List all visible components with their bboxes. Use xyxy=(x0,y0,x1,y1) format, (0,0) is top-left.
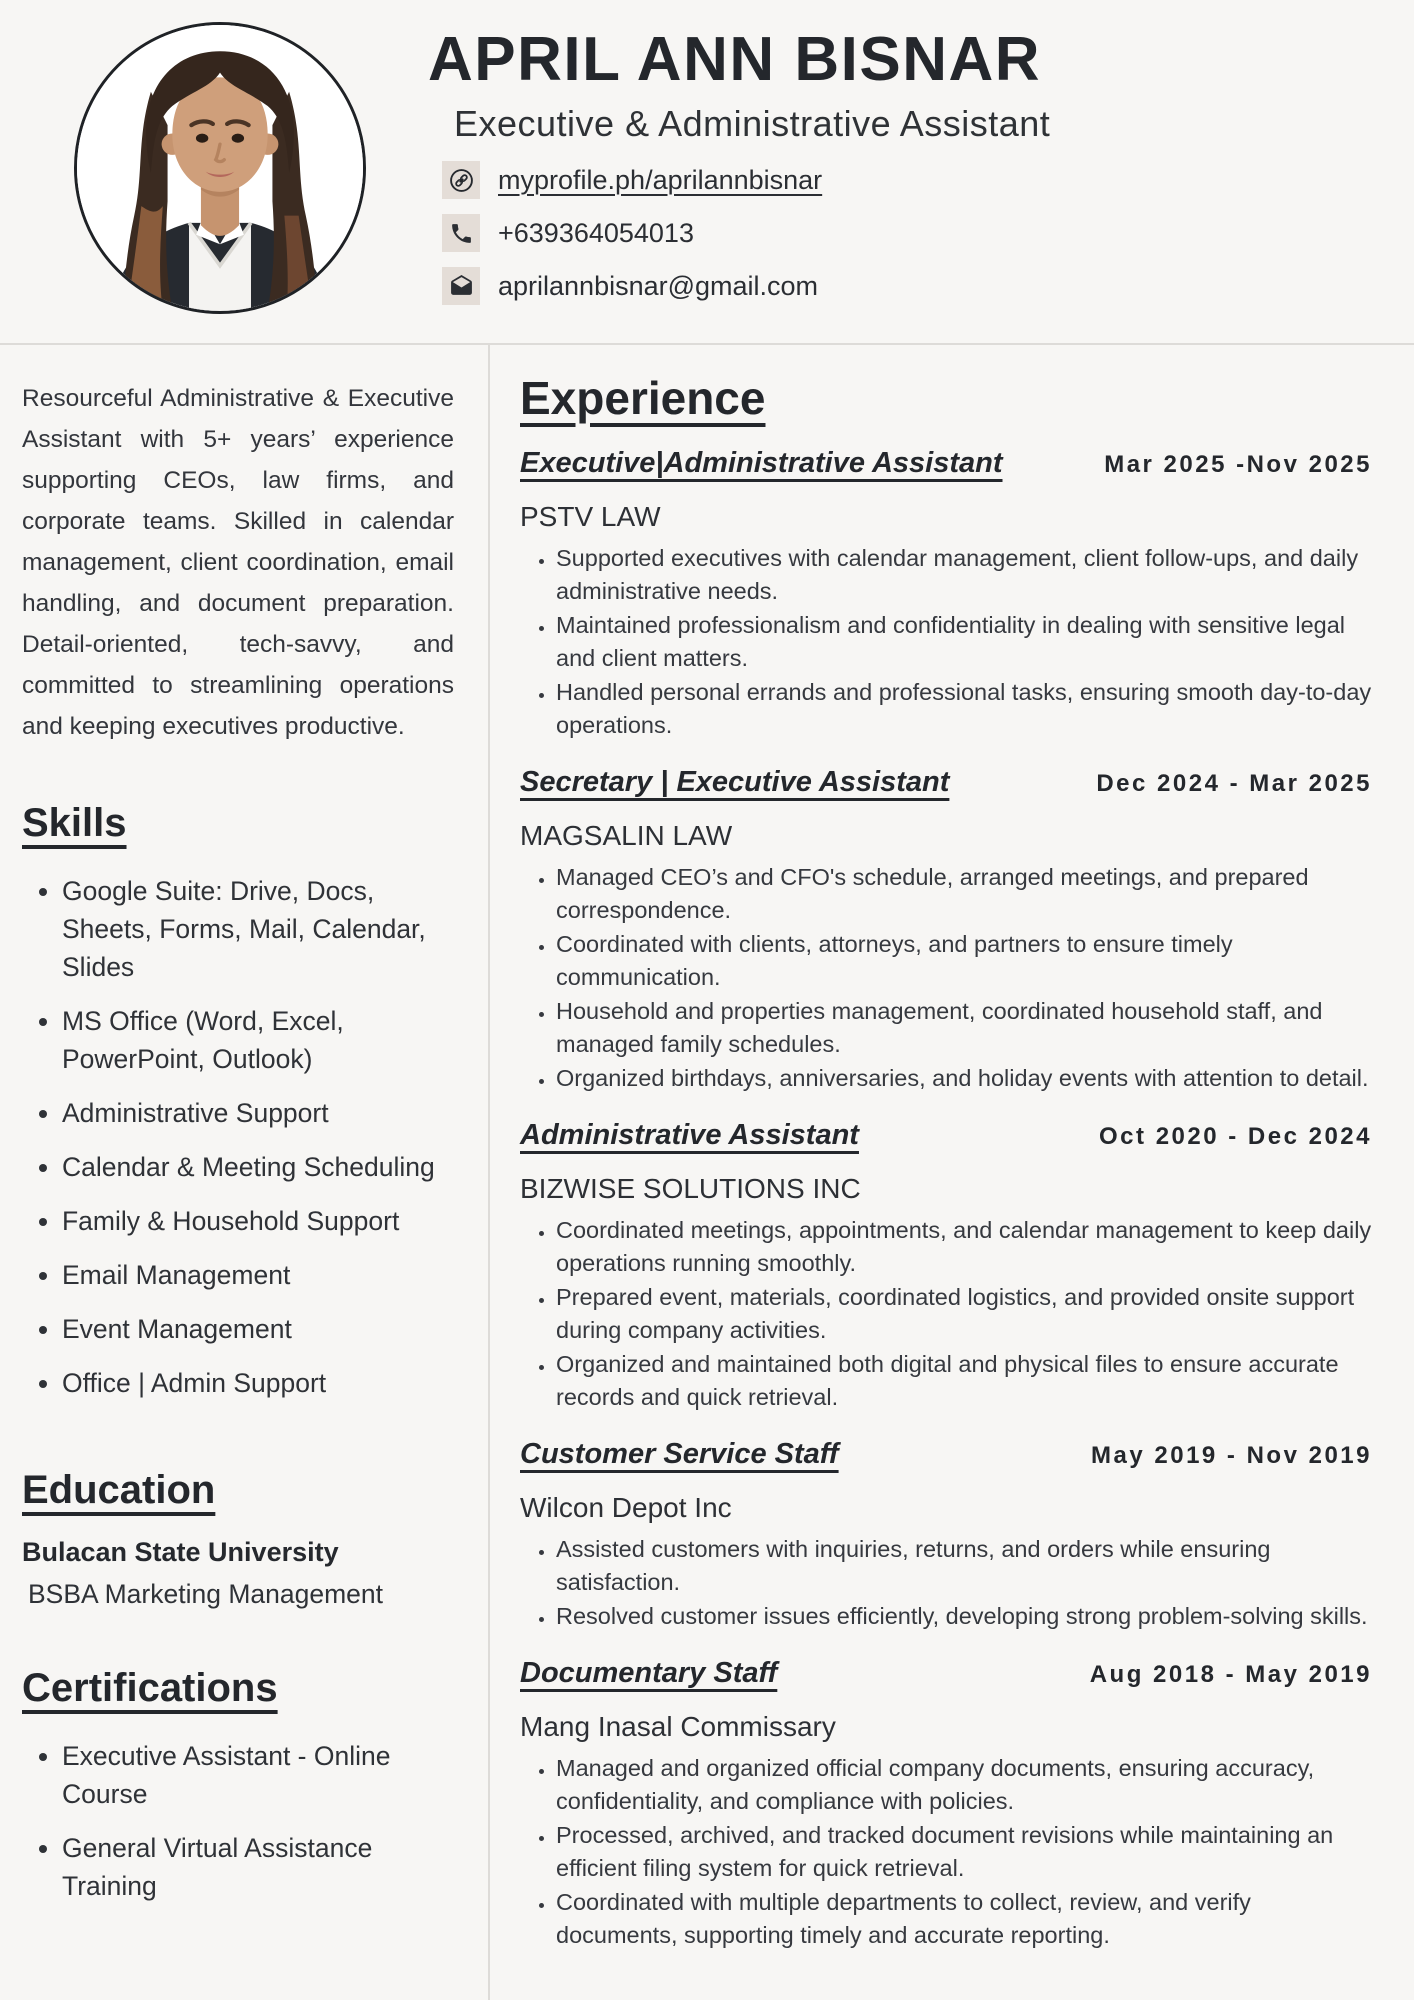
job-entry xyxy=(520,1657,1372,1952)
job-dates: Oct 2020 - Dec 2024 xyxy=(1099,1123,1372,1150)
skill-item: • Family & Household Support xyxy=(62,1202,454,1240)
job-title: Documentary Staff xyxy=(520,1657,778,1689)
certifications-list xyxy=(22,1737,454,1905)
job-entry xyxy=(520,447,1372,742)
certification-item: • Executive Assistant - Online Course xyxy=(62,1737,454,1813)
header-info xyxy=(428,26,1050,305)
phone-row xyxy=(442,214,1050,252)
job-entry xyxy=(520,1438,1372,1633)
education-degree: BSBA Marketing Management xyxy=(28,1579,383,1609)
job-bullet: • Household and properties management, coordinated household staff, and managed family schedules. xyxy=(556,995,1372,1061)
job-bullet: • Resolved customer issues efficiently, developing strong problem-solving skills. xyxy=(556,1600,1372,1633)
job-company: BIZWISE SOLUTIONS INC xyxy=(520,1173,861,1204)
left-column xyxy=(0,345,490,2000)
job-bullet: • Prepared event, materials, coordinated logistics, and provided onsite support during company activities. xyxy=(556,1281,1372,1347)
job-bullet: • Handled personal errands and professional tasks, ensuring smooth day-to-day operations. xyxy=(556,676,1372,742)
job-title: Administrative Assistant xyxy=(520,1119,859,1151)
job-bullet: • Processed, archived, and tracked document revisions while maintaining an efficient filing system for quick retrieval. xyxy=(556,1819,1372,1885)
education-school: Bulacan State University xyxy=(22,1537,339,1567)
job-bullets xyxy=(520,1214,1372,1414)
skill-item: • Calendar & Meeting Scheduling xyxy=(62,1148,454,1186)
skill-item: • Event Management xyxy=(62,1310,454,1348)
profile-photo xyxy=(74,22,366,314)
job-company: PSTV LAW xyxy=(520,501,661,532)
job-bullet: • Assisted customers with inquiries, returns, and orders while ensuring satisfaction. xyxy=(556,1533,1372,1599)
job-bullets xyxy=(520,542,1372,742)
header xyxy=(0,0,1414,345)
job-header xyxy=(520,447,1372,480)
job-dates: Dec 2024 - Mar 2025 xyxy=(1096,770,1372,797)
phone-number: +639364054013 xyxy=(498,217,694,248)
job-title: Executive|Administrative Assistant xyxy=(520,447,1003,479)
website-row xyxy=(442,161,1050,199)
job-bullet: • Coordinated meetings, appointments, and calendar management to keep daily operations running smoothly. xyxy=(556,1214,1372,1280)
job-dates: May 2019 - Nov 2019 xyxy=(1091,1442,1372,1469)
job-dates: Aug 2018 - May 2019 xyxy=(1089,1661,1372,1688)
job-dates: Mar 2025 -Nov 2025 xyxy=(1104,451,1372,478)
job-bullets xyxy=(520,861,1372,1095)
job-bullet: • Supported executives with calendar management, client follow-ups, and daily administrative needs. xyxy=(556,542,1372,608)
education-heading: Education xyxy=(22,1468,216,1512)
job-bullets xyxy=(520,1533,1372,1633)
phone-icon xyxy=(442,214,480,252)
link-icon xyxy=(442,161,480,199)
email-address: aprilannbisnar@gmail.com xyxy=(498,270,819,301)
job-header xyxy=(520,1657,1372,1690)
profile-photo-illustration xyxy=(77,25,363,311)
job-bullet: • Managed and organized official company documents, ensuring accuracy, confidentiality, and compliance with policies. xyxy=(556,1752,1372,1818)
job-entry xyxy=(520,766,1372,1095)
job-bullet: • Managed CEO’s and CFO's schedule, arranged meetings, and prepared correspondence. xyxy=(556,861,1372,927)
contact-list xyxy=(442,161,1050,305)
job-company: MAGSALIN LAW xyxy=(520,820,733,851)
skill-item: • Office | Admin Support xyxy=(62,1364,454,1402)
skill-item: • Google Suite: Drive, Docs, Sheets, Forms, Mail, Calendar, Slides xyxy=(62,872,454,986)
experience-heading: Experience xyxy=(520,372,766,424)
job-company: Wilcon Depot Inc xyxy=(520,1492,732,1523)
job-header xyxy=(520,1438,1372,1471)
skills-list xyxy=(22,872,454,1402)
email-row xyxy=(442,267,1050,305)
job-bullet: • Coordinated with clients, attorneys, and partners to ensure timely communication. xyxy=(556,928,1372,994)
skill-item: • Email Management xyxy=(62,1256,454,1294)
job-bullet: • Coordinated with multiple departments to collect, review, and verify documents, supporting timely and accurate reporting. xyxy=(556,1886,1372,1952)
candidate-name: APRIL ANN BISNAR xyxy=(428,25,1042,94)
candidate-title: Executive & Administrative Assistant xyxy=(454,103,1051,145)
email-icon xyxy=(442,267,480,305)
jobs-list xyxy=(520,447,1372,1952)
summary-text: Resourceful Administrative & Executive Assistant with 5+ years’ experience supporting CEOs, law firms, and corporate teams. Skilled in calendar management, client coordination, email handling, and document preparation. Detail-oriented, tech-savvy, and committed to streamlining operations and keeping executives productive. xyxy=(22,385,454,740)
skill-item: • Administrative Support xyxy=(62,1094,454,1132)
job-header xyxy=(520,766,1372,799)
job-bullet: • Organized and maintained both digital and physical files to ensure accurate records and quick retrieval. xyxy=(556,1348,1372,1414)
skill-item: • MS Office (Word, Excel, PowerPoint, Outlook) xyxy=(62,1002,454,1078)
skills-heading: Skills xyxy=(22,801,127,845)
job-bullet: • Maintained professionalism and confidentiality in dealing with sensitive legal and client matters. xyxy=(556,609,1372,675)
website-link[interactable]: myprofile.ph/aprilannbisnar xyxy=(498,164,823,195)
job-company: Mang Inasal Commissary xyxy=(520,1711,836,1742)
main-content xyxy=(0,345,1414,2000)
job-title: Secretary | Executive Assistant xyxy=(520,766,950,798)
job-header xyxy=(520,1119,1372,1152)
right-column xyxy=(490,345,1414,2000)
job-entry xyxy=(520,1119,1372,1414)
certification-item: • General Virtual Assistance Training xyxy=(62,1829,454,1905)
job-bullet: • Organized birthdays, anniversaries, and holiday events with attention to detail. xyxy=(556,1062,1372,1095)
job-bullets xyxy=(520,1752,1372,1952)
job-title: Customer Service Staff xyxy=(520,1438,839,1470)
certifications-heading: Certifications xyxy=(22,1666,278,1710)
